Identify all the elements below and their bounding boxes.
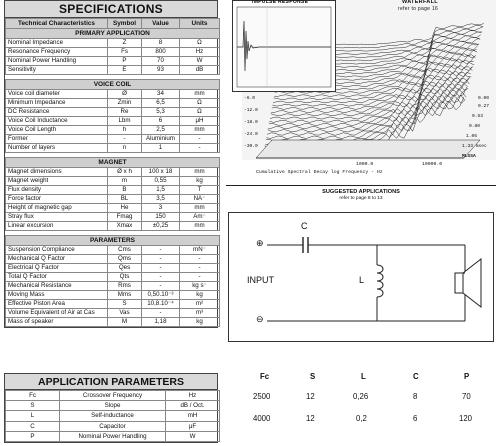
section-header-row (6, 29, 220, 39)
section-header: VOICE COIL (6, 80, 220, 90)
spec-value: 8 (142, 39, 180, 48)
spec-symbol: Fs (108, 48, 142, 57)
capacitor-label: C (301, 221, 308, 231)
spec-value: Aluminium (142, 135, 180, 144)
spec-characteristic: Electrical Q Factor (6, 264, 108, 273)
spec-row (6, 144, 220, 153)
spec-row (6, 66, 220, 75)
spec-characteristic: Resonance Frequency (6, 48, 108, 57)
x-tick-label: 10000.0 (422, 162, 443, 167)
plot-floor (256, 140, 480, 158)
spec-unit: Hz (180, 48, 220, 57)
spec-symbol: Vas (108, 309, 142, 318)
spec-symbol: M (108, 318, 142, 327)
waterfall-reference: refer to page 16 (398, 6, 439, 12)
spec-value: 3 (142, 204, 180, 213)
spec-unit: kg (180, 291, 220, 300)
spec-symbol: - (108, 135, 142, 144)
spec-value: 6,5 (142, 99, 180, 108)
spec-unit: - (180, 264, 220, 273)
spec-symbol: Rms (108, 282, 142, 291)
section-header-row (6, 236, 220, 246)
spec-row (6, 309, 220, 318)
specifications-table (5, 18, 220, 327)
spec-symbol: Zmin (108, 99, 142, 108)
spec-symbol: Re (108, 108, 142, 117)
spec-row (6, 117, 220, 126)
param-symbol: S (6, 401, 60, 411)
spec-unit: m³ (180, 309, 220, 318)
param-description: Slope (60, 401, 166, 411)
spec-value: 70 (142, 57, 180, 66)
spec-row (6, 99, 220, 108)
minus-terminal-icon: ⊖ (256, 314, 264, 324)
spec-value: - (142, 282, 180, 291)
header-units: Units (180, 19, 220, 29)
spec-value: 1,18 (142, 318, 180, 327)
time-tick-label: 0.80 (469, 124, 481, 129)
spec-row (6, 291, 220, 300)
spec-characteristic: Stray flux (6, 213, 108, 222)
spec-value: 1 (142, 144, 180, 153)
column-header-s: S (310, 372, 316, 381)
spec-characteristic: Former (6, 135, 108, 144)
spec-unit: mm (180, 90, 220, 99)
spec-characteristic: Nominal Power Handling (6, 57, 108, 66)
param-unit: mH (166, 411, 220, 421)
param-symbol: Fc (6, 391, 60, 401)
application-parameters-title: APPLICATION PARAMETERS (5, 374, 217, 390)
spec-characteristic: Mechanical Q Factor (6, 255, 108, 264)
y-tick-label: -12.0 (244, 108, 258, 113)
spec-value: 0,50.10⁻³ (142, 291, 180, 300)
spec-row (6, 48, 220, 57)
spec-symbol: E (108, 66, 142, 75)
suggested-applications-title: SUGGESTED APPLICATIONS (322, 189, 400, 195)
param-symbol: C (6, 421, 60, 431)
spec-characteristic: Linear excursion (6, 222, 108, 231)
spec-unit: kg (180, 318, 220, 327)
param-unit: W (166, 431, 220, 441)
spec-characteristic: Sensitivity (6, 66, 108, 75)
spec-unit: Ω (180, 39, 220, 48)
crossover-circuit-diagram (228, 212, 494, 342)
spec-unit: Ω (180, 108, 220, 117)
time-tick-label: 1.33 msec (462, 144, 487, 149)
table-cell: 12 (306, 392, 315, 401)
spec-value: - (142, 246, 180, 255)
y-tick-label: -6.0 (244, 96, 256, 101)
spec-symbol: Qts (108, 273, 142, 282)
input-label: INPUT (247, 275, 274, 285)
param-description: Capacitor (60, 421, 166, 431)
spec-unit: Ω (180, 99, 220, 108)
spec-symbol: BL (108, 195, 142, 204)
param-unit: Hz (166, 391, 220, 401)
spec-characteristic: Total Q Factor (6, 273, 108, 282)
spec-symbol: Ø x h (108, 168, 142, 177)
spec-row (6, 255, 220, 264)
spec-symbol: Lbm (108, 117, 142, 126)
waterfall-label: WATERFALL (402, 0, 438, 5)
spec-value: - (142, 255, 180, 264)
spec-unit: Am⁻ (180, 213, 220, 222)
spec-symbol: S (108, 300, 142, 309)
param-row (6, 431, 220, 441)
speaker-magnet (455, 273, 463, 293)
spec-symbol: m (108, 177, 142, 186)
spec-row (6, 57, 220, 66)
spec-symbol: He (108, 204, 142, 213)
spec-unit: mm (180, 126, 220, 135)
application-parameters-body (6, 391, 220, 442)
y-tick-label: -18.0 (244, 120, 258, 125)
suggested-applications-panel (226, 185, 496, 446)
spec-row (6, 135, 220, 144)
spec-value: 100 x 18 (142, 168, 180, 177)
spec-row (6, 204, 220, 213)
time-tick-label: 0.27 (478, 104, 490, 109)
spec-characteristic: DC Resistance (6, 108, 108, 117)
spec-value: - (142, 264, 180, 273)
spec-row (6, 126, 220, 135)
spec-symbol: Mms (108, 291, 142, 300)
spec-unit: mm (180, 204, 220, 213)
spec-value: - (142, 309, 180, 318)
param-unit: μF (166, 421, 220, 431)
spec-row (6, 39, 220, 48)
spec-unit: T (180, 186, 220, 195)
column-header-l: L (361, 372, 366, 381)
spec-row (6, 246, 220, 255)
header-symbol: Symbol (108, 19, 142, 29)
section-header-row (6, 80, 220, 90)
spec-characteristic: Magnet weight (6, 177, 108, 186)
spec-value: 5,3 (142, 108, 180, 117)
spec-unit: kg (180, 177, 220, 186)
param-row (6, 401, 220, 411)
param-description: Nominal Power Handling (60, 431, 166, 441)
header-value: Value (142, 19, 180, 29)
x-axis-caption: Cumulative Spectral Decay log Frequency - Hz (256, 170, 383, 175)
spec-row (6, 186, 220, 195)
spec-value: 93 (142, 66, 180, 75)
spec-characteristic: Number of layers (6, 144, 108, 153)
spec-row (6, 264, 220, 273)
spec-value: 800 (142, 48, 180, 57)
time-tick-label: 1.06 (466, 134, 478, 139)
spec-value: - (142, 273, 180, 282)
spec-characteristic: Volume Equivalent of Air at Cas (6, 309, 108, 318)
spec-unit: - (180, 273, 220, 282)
header-technical-characteristics: Technical Characteristics (6, 19, 108, 29)
spec-unit: NA⁻ (180, 195, 220, 204)
column-header-p: P (464, 372, 470, 381)
specifications-body (6, 29, 220, 327)
mlssa-label: MLSSA (462, 154, 476, 159)
spec-value: 2,5 (142, 126, 180, 135)
inductor-label: L (359, 275, 365, 285)
spec-row (6, 195, 220, 204)
param-description: Self-inductance (60, 411, 166, 421)
spec-unit: μH (180, 117, 220, 126)
spec-characteristic: Magnet dimensions (6, 168, 108, 177)
spec-characteristic: Voice coil diameter (6, 90, 108, 99)
spec-characteristic: Height of magnetic gap (6, 204, 108, 213)
spec-unit: W (180, 57, 220, 66)
spec-characteristic: Effective Piston Area (6, 300, 108, 309)
spec-characteristic: Mass of speaker (6, 318, 108, 327)
spec-value: 10,8.10⁻⁴ (142, 300, 180, 309)
y-tick-label: -24.0 (244, 132, 258, 137)
spec-symbol: Z (108, 39, 142, 48)
spec-row (6, 318, 220, 327)
application-parameters-panel (4, 373, 218, 443)
spec-characteristic: Voice Coil Inductance (6, 117, 108, 126)
inductor-coil (377, 265, 383, 297)
spec-characteristic: Force factor (6, 195, 108, 204)
spec-symbol: Cms (108, 246, 142, 255)
spec-characteristic: Mechanical Resistance (6, 282, 108, 291)
application-parameters-table (5, 390, 220, 442)
spec-row (6, 177, 220, 186)
spec-characteristic: Suspension Compliance (6, 246, 108, 255)
spec-unit: mN⁻ (180, 246, 220, 255)
spec-unit: mm (180, 222, 220, 231)
impulse-response-label: IMPULSE RESPONSE (252, 0, 309, 5)
table-cell: 0,26 (353, 392, 369, 401)
waterfall-graph-panel (226, 0, 496, 182)
spec-unit: - (180, 255, 220, 264)
impulse-response-plot (233, 1, 335, 91)
spec-row (6, 300, 220, 309)
y-tick-label: -30.0 (244, 144, 258, 149)
spec-characteristic: Nominal Impedance (6, 39, 108, 48)
suggested-applications-reference: refer to page 8 to 13 (339, 196, 383, 201)
specifications-title: SPECIFICATIONS (5, 1, 217, 18)
time-tick-label: 0.53 (472, 114, 484, 119)
spec-characteristic: Flux density (6, 186, 108, 195)
spec-value: 3,5 (142, 195, 180, 204)
spec-value: 0,55 (142, 177, 180, 186)
spec-value: 150 (142, 213, 180, 222)
spec-row (6, 273, 220, 282)
spec-characteristic: Minimum Impedance (6, 99, 108, 108)
spec-symbol: Xmax (108, 222, 142, 231)
spec-unit: kg s⁻ (180, 282, 220, 291)
spec-row (6, 168, 220, 177)
spec-row (6, 222, 220, 231)
speaker-cone-icon (463, 259, 481, 307)
table-cell: 12 (306, 414, 315, 423)
spec-unit: dB (180, 66, 220, 75)
spec-unit: m² (180, 300, 220, 309)
impulse-response-inset (232, 0, 336, 92)
time-tick-label: 0.00 (478, 96, 490, 101)
spec-symbol: h (108, 126, 142, 135)
param-row (6, 391, 220, 401)
section-header: PRIMARY APPLICATION (6, 29, 220, 39)
x-tick-label: 1000.0 (356, 162, 374, 167)
param-row (6, 421, 220, 431)
column-header-c: C (413, 372, 419, 381)
spec-symbol: n (108, 144, 142, 153)
spec-characteristic: Moving Mass (6, 291, 108, 300)
spec-unit: mm (180, 168, 220, 177)
spec-unit: - (180, 144, 220, 153)
table-cell: 0,2 (356, 414, 367, 423)
param-symbol: L (6, 411, 60, 421)
spec-value: 1,5 (142, 186, 180, 195)
column-header-fc: Fc (260, 372, 270, 381)
section-header: PARAMETERS (6, 236, 220, 246)
spec-symbol: P (108, 57, 142, 66)
param-symbol: P (6, 431, 60, 441)
spec-symbol: Ø (108, 90, 142, 99)
table-cell: 8 (413, 392, 418, 401)
spec-value: ±0,25 (142, 222, 180, 231)
param-row (6, 411, 220, 421)
spec-unit: - (180, 135, 220, 144)
spec-symbol: Fmag (108, 213, 142, 222)
specifications-header-row (6, 19, 220, 29)
table-cell: 70 (462, 392, 471, 401)
spec-value: 6 (142, 117, 180, 126)
param-unit: dB / Oct. (166, 401, 220, 411)
spec-row (6, 282, 220, 291)
specifications-panel (4, 0, 218, 328)
spec-symbol: Qms (108, 255, 142, 264)
param-description: Crossover Frequency (60, 391, 166, 401)
section-header-row (6, 158, 220, 168)
table-cell: 6 (413, 414, 418, 423)
plus-terminal-icon: ⊕ (256, 238, 264, 248)
table-cell: 2500 (253, 392, 271, 401)
spec-value: 34 (142, 90, 180, 99)
spec-row (6, 90, 220, 99)
spec-characteristic: Voice Coil Length (6, 126, 108, 135)
spec-row (6, 213, 220, 222)
spec-row (6, 108, 220, 117)
table-cell: 4000 (253, 414, 271, 423)
table-cell: 120 (459, 414, 473, 423)
spec-symbol: Qes (108, 264, 142, 273)
spec-symbol: B (108, 186, 142, 195)
section-header: MAGNET (6, 158, 220, 168)
